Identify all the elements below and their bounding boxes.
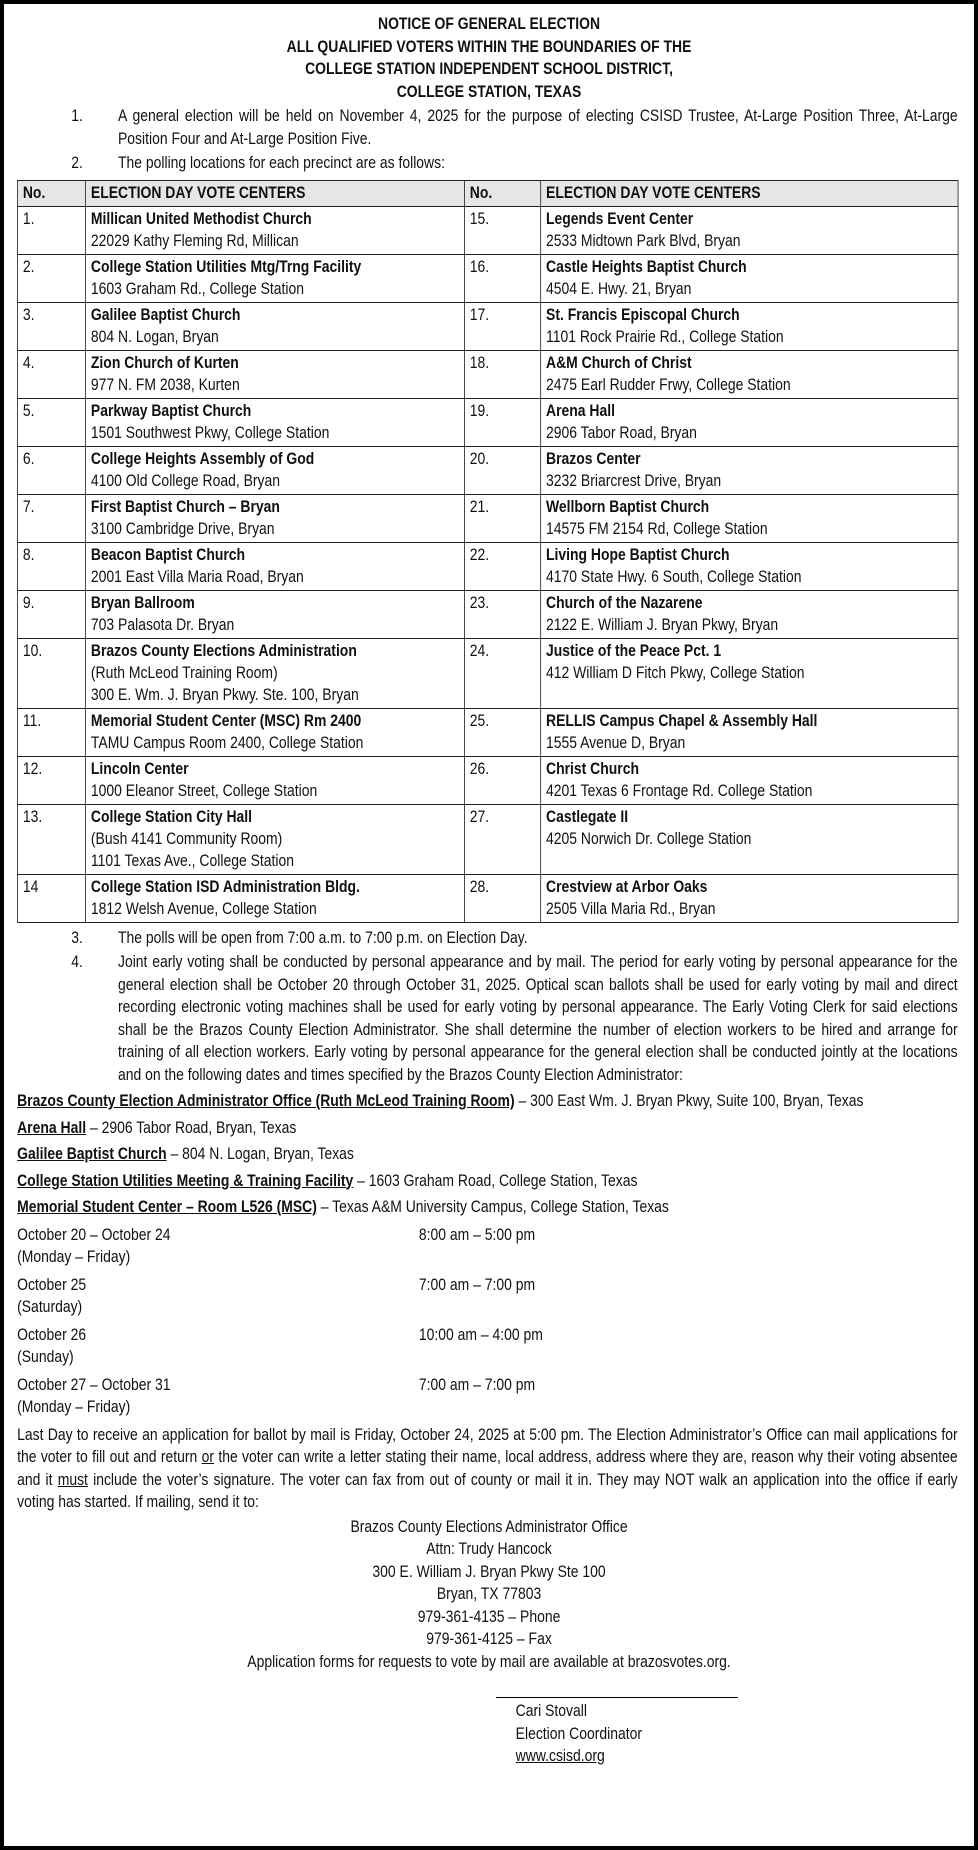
schedule-dates: October 25 bbox=[17, 1274, 87, 1294]
vote-center-address: 1000 Eleanor Street, College Station bbox=[90, 780, 318, 800]
vote-center-address: 14575 FM 2154 Rd, College Station bbox=[546, 518, 768, 538]
vote-center-address: 300 E. Wm. J. Bryan Pkwy. Ste. 100, Bryan bbox=[90, 684, 359, 704]
schedule-dates: October 27 – October 31 bbox=[17, 1374, 171, 1394]
vote-center-address: TAMU Campus Room 2400, College Station bbox=[90, 732, 364, 752]
table-row bbox=[18, 708, 959, 756]
website-link[interactable]: www.csisd.org bbox=[515, 1746, 605, 1765]
vote-center-address: 2505 Villa Maria Rd., Bryan bbox=[546, 898, 716, 918]
early-location bbox=[17, 1143, 958, 1166]
precinct-number: 2. bbox=[18, 254, 86, 302]
notice-title bbox=[4, 13, 974, 103]
precinct-number: 17. bbox=[464, 302, 540, 350]
vote-center-address: 2122 E. William J. Bryan Pkwy, Bryan bbox=[546, 614, 779, 634]
title-line: ALL QUALIFIED VOTERS WITHIN THE BOUNDARIES OF THE bbox=[286, 36, 692, 56]
item-1 bbox=[71, 105, 957, 150]
table-row bbox=[18, 446, 959, 494]
early-location bbox=[17, 1117, 958, 1140]
vote-center-name: Zion Church of Kurten bbox=[90, 352, 239, 372]
precinct-number: 9. bbox=[18, 590, 86, 638]
vote-center bbox=[86, 590, 465, 638]
precinct-number: 25. bbox=[464, 708, 540, 756]
vote-center-name: Brazos County Elections Administration bbox=[90, 640, 357, 660]
signer-role: Election Coordinator bbox=[515, 1723, 642, 1743]
vote-center-name: RELLIS Campus Chapel & Assembly Hall bbox=[546, 710, 818, 730]
vote-center bbox=[541, 398, 958, 446]
precinct-number: 12. bbox=[18, 756, 86, 804]
vote-center-address: (Ruth McLeod Training Room) bbox=[90, 662, 278, 682]
precinct-number: 16. bbox=[464, 254, 540, 302]
vote-center-name: Parkway Baptist Church bbox=[90, 400, 252, 420]
vote-center-address: 3232 Briarcrest Drive, Bryan bbox=[546, 470, 722, 490]
vote-center bbox=[541, 708, 958, 756]
table-row bbox=[18, 874, 959, 922]
precinct-number: 24. bbox=[464, 638, 540, 708]
vote-center bbox=[541, 302, 958, 350]
location-name: Galilee Baptist Church bbox=[17, 1144, 167, 1163]
item-text: The polls will be open from 7:00 a.m. to 7:00 p.m. on Election Day. bbox=[117, 927, 528, 947]
application-note: Application forms for requests to vote by mail are available at brazosvotes.org. bbox=[247, 1651, 731, 1671]
location-name: Arena Hall bbox=[17, 1117, 87, 1137]
mailing-line: Bryan, TX 77803 bbox=[436, 1584, 542, 1603]
vote-center bbox=[541, 874, 958, 922]
vote-center-address: 1812 Welsh Avenue, College Station bbox=[90, 898, 317, 918]
vote-center bbox=[86, 494, 465, 542]
mailing-address bbox=[4, 1516, 974, 1674]
vote-center bbox=[86, 254, 465, 302]
mailing-line: Brazos County Elections Administrator Office bbox=[350, 1516, 628, 1536]
schedule-hours: 7:00 am – 7:00 pm bbox=[418, 1274, 536, 1294]
schedule-dates: October 26 bbox=[17, 1324, 87, 1344]
mail-ballot-paragraph bbox=[17, 1424, 958, 1514]
schedule-row bbox=[17, 1324, 974, 1369]
table-row bbox=[18, 254, 959, 302]
header-centers: ELECTION DAY VOTE CENTERS bbox=[541, 180, 958, 206]
item-number: 4. bbox=[71, 952, 83, 971]
vote-center-name: Wellborn Baptist Church bbox=[546, 496, 710, 516]
mailing-line: Attn: Trudy Hancock bbox=[426, 1539, 552, 1558]
fax: 979-361-4125 – Fax bbox=[426, 1629, 552, 1648]
paragraph-text: the voter can write a letter stating their name, local address, address where they are, reason why their voting absentee and it bbox=[17, 1447, 958, 1489]
title-line: COLLEGE STATION INDEPENDENT SCHOOL DISTRICT, bbox=[305, 59, 673, 78]
vote-center-name: St. Francis Episcopal Church bbox=[546, 304, 740, 324]
vote-center-name: First Baptist Church – Bryan bbox=[90, 496, 280, 516]
table-row bbox=[18, 350, 959, 398]
vote-center bbox=[541, 254, 958, 302]
precinct-number: 23. bbox=[464, 590, 540, 638]
vote-center-address: 2533 Midtown Park Blvd, Bryan bbox=[546, 230, 741, 250]
vote-center bbox=[541, 756, 958, 804]
location-address: – Texas A&M University Campus, College Station, Texas bbox=[316, 1197, 669, 1216]
schedule-hours: 10:00 am – 4:00 pm bbox=[418, 1324, 543, 1344]
location-address: – 1603 Graham Road, College Station, Texas bbox=[353, 1170, 638, 1190]
table-row bbox=[18, 804, 959, 874]
location-name: Brazos County Election Administrator Office (Ruth McLeod Training Room) bbox=[17, 1091, 515, 1110]
vote-center bbox=[86, 756, 465, 804]
early-location bbox=[17, 1090, 958, 1113]
vote-center-address: 22029 Kathy Fleming Rd, Millican bbox=[90, 230, 299, 250]
vote-center bbox=[541, 494, 958, 542]
mailing-line: 300 E. William J. Bryan Pkwy Ste 100 bbox=[372, 1561, 606, 1581]
underlined-must: must bbox=[57, 1469, 88, 1489]
vote-center bbox=[86, 542, 465, 590]
signer-name: Cari Stovall bbox=[515, 1701, 587, 1720]
early-location bbox=[17, 1170, 958, 1193]
table-row bbox=[18, 590, 959, 638]
vote-center-name: Beacon Baptist Church bbox=[90, 544, 246, 564]
paragraph-text: include the voter’s signature. The voter can fax from out of county or mail it in. They may NOT walk an application into the office if early voting has started. If mailing, send it to: bbox=[17, 1469, 958, 1511]
vote-center bbox=[541, 542, 958, 590]
schedule-hours: 8:00 am – 5:00 pm bbox=[418, 1224, 536, 1244]
table-row bbox=[18, 542, 959, 590]
phone: 979-361-4135 – Phone bbox=[417, 1606, 561, 1626]
schedule-hours: 7:00 am – 7:00 pm bbox=[418, 1374, 536, 1394]
table-row bbox=[18, 756, 959, 804]
item-2 bbox=[71, 152, 957, 175]
header-no: No. bbox=[18, 180, 86, 206]
item-text: Joint early voting shall be conducted by personal appearance and by mail. The period for early voting by personal appearance for the general election shall be October 20 through October 31, 2025. Optical scan ballots shall be used for early voting by mail and direct recording electronic voting machines shall be used for early voting by personal appearance. The Early Voting Clerk for said elections shall be the Brazos County Election Administrator. She shall determine the number of election workers to be hired and arrange for training of all election workers. Early voting by personal appearance for the general election shall be conducted jointly at the locations and on the following dates and times specified by the Brazos County Election Administrator: bbox=[117, 952, 958, 1084]
precinct-number: 21. bbox=[464, 494, 540, 542]
precinct-number: 18. bbox=[464, 350, 540, 398]
paragraph-text: Last Day to receive an application for ballot by mail is Friday, October 24, 2025 at 5:00 pm. The Election Administrator’s Office can mail applications for the voter to fill out and return bbox=[17, 1424, 958, 1466]
precinct-number: 6. bbox=[18, 446, 86, 494]
vote-center-name: College Station Utilities Mtg/Trng Facility bbox=[90, 256, 362, 276]
vote-center bbox=[541, 590, 958, 638]
title-line: NOTICE OF GENERAL ELECTION bbox=[378, 14, 601, 33]
signature-block bbox=[496, 1697, 738, 1768]
title-line: COLLEGE STATION, TEXAS bbox=[396, 81, 582, 101]
schedule-row bbox=[17, 1274, 974, 1319]
vote-center bbox=[86, 708, 465, 756]
precinct-number: 4. bbox=[18, 350, 86, 398]
vote-center bbox=[541, 350, 958, 398]
item-text: A general election will be held on November 4, 2025 for the purpose of electing CSISD Trustee, At-Large Position Three, At-Large Position Four and At-Large Position Five. bbox=[117, 106, 958, 148]
item-number: 2. bbox=[71, 153, 83, 172]
schedule-dates: October 20 – October 24 bbox=[17, 1224, 171, 1244]
vote-center-address: 2906 Tabor Road, Bryan bbox=[546, 422, 697, 442]
location-address: – 804 N. Logan, Bryan, Texas bbox=[166, 1144, 354, 1163]
vote-center-name: Arena Hall bbox=[546, 400, 615, 420]
vote-center-name: Castle Heights Baptist Church bbox=[546, 256, 747, 276]
precinct-number: 14 bbox=[18, 874, 86, 922]
early-voting-locations bbox=[4, 1090, 974, 1219]
precinct-number: 11. bbox=[18, 708, 86, 756]
schedule-days: (Saturday) bbox=[17, 1297, 83, 1316]
location-name: Memorial Student Center – Room L526 (MSC) bbox=[17, 1197, 317, 1216]
vote-center bbox=[86, 804, 465, 874]
precinct-number: 3. bbox=[18, 302, 86, 350]
item-number: 3. bbox=[71, 927, 83, 947]
vote-center-address: 4170 State Hwy. 6 South, College Station bbox=[546, 566, 802, 586]
vote-center-name: Galilee Baptist Church bbox=[90, 304, 241, 324]
schedule-days: (Monday – Friday) bbox=[17, 1247, 131, 1266]
table-row bbox=[18, 206, 959, 254]
vote-center-address: 977 N. FM 2038, Kurten bbox=[90, 374, 240, 394]
early-voting-schedule bbox=[4, 1224, 974, 1419]
vote-center bbox=[86, 446, 465, 494]
vote-center-address: 2475 Earl Rudder Frwy, College Station bbox=[546, 374, 791, 394]
vote-center-name: Crestview at Arbor Oaks bbox=[546, 876, 708, 896]
precinct-number: 15. bbox=[464, 206, 540, 254]
precinct-number: 27. bbox=[464, 804, 540, 874]
vote-center-name: Justice of the Peace Pct. 1 bbox=[546, 640, 722, 660]
vote-centers-table bbox=[17, 180, 958, 923]
vote-center bbox=[541, 638, 958, 708]
precinct-number: 8. bbox=[18, 542, 86, 590]
vote-center-name: Church of the Nazarene bbox=[546, 592, 703, 612]
vote-center-name: Millican United Methodist Church bbox=[90, 208, 312, 228]
vote-center-address: (Bush 4141 Community Room) bbox=[90, 828, 283, 848]
vote-center-address: 4504 E. Hwy. 21, Bryan bbox=[546, 278, 692, 298]
precinct-number: 26. bbox=[464, 756, 540, 804]
item-4 bbox=[71, 951, 957, 1086]
vote-center bbox=[541, 804, 958, 874]
vote-center-address: 1501 Southwest Pkwy, College Station bbox=[90, 422, 330, 442]
precinct-number: 10. bbox=[18, 638, 86, 708]
table-row bbox=[18, 302, 959, 350]
precinct-number: 1. bbox=[18, 206, 86, 254]
vote-center bbox=[541, 446, 958, 494]
vote-center bbox=[86, 398, 465, 446]
vote-center-address: 1101 Texas Ave., College Station bbox=[90, 850, 294, 870]
vote-center-address: 4100 Old College Road, Bryan bbox=[90, 470, 281, 490]
vote-center-name: College Station ISD Administration Bldg. bbox=[90, 876, 360, 896]
vote-center-address: 804 N. Logan, Bryan bbox=[90, 326, 219, 346]
schedule-row bbox=[17, 1224, 974, 1269]
table-row bbox=[18, 494, 959, 542]
vote-center-address: 1101 Rock Prairie Rd., College Station bbox=[546, 326, 784, 346]
vote-center-address: 412 William D Fitch Pkwy, College Station bbox=[546, 662, 805, 682]
vote-center-address: 1603 Graham Rd., College Station bbox=[90, 278, 305, 298]
vote-center-name: Christ Church bbox=[546, 758, 639, 778]
schedule-days: (Sunday) bbox=[17, 1347, 74, 1366]
item-text: The polling locations for each precinct are as follows: bbox=[117, 153, 445, 172]
vote-center bbox=[541, 206, 958, 254]
location-name: College Station Utilities Meeting & Training Facility bbox=[17, 1170, 354, 1190]
table-header-row bbox=[18, 180, 959, 206]
vote-center-name: College Station City Hall bbox=[90, 806, 253, 826]
vote-center-name: Castlegate II bbox=[546, 806, 629, 826]
vote-center-name: Living Hope Baptist Church bbox=[546, 544, 730, 564]
precinct-number: 22. bbox=[464, 542, 540, 590]
item-number: 1. bbox=[71, 106, 83, 125]
vote-center-name: Lincoln Center bbox=[90, 758, 189, 778]
table-body bbox=[18, 206, 959, 922]
precinct-number: 5. bbox=[18, 398, 86, 446]
precinct-number: 19. bbox=[464, 398, 540, 446]
precinct-number: 7. bbox=[18, 494, 86, 542]
vote-center-name: Memorial Student Center (MSC) Rm 2400 bbox=[90, 710, 362, 730]
vote-center bbox=[86, 302, 465, 350]
header-centers: ELECTION DAY VOTE CENTERS bbox=[86, 180, 465, 206]
table-row bbox=[18, 398, 959, 446]
vote-center bbox=[86, 206, 465, 254]
vote-center bbox=[86, 350, 465, 398]
vote-center-name: Legends Event Center bbox=[546, 208, 694, 228]
header-no: No. bbox=[464, 180, 540, 206]
precinct-number: 13. bbox=[18, 804, 86, 874]
vote-center-address: 3100 Cambridge Drive, Bryan bbox=[90, 518, 275, 538]
vote-center-address: 1555 Avenue D, Bryan bbox=[546, 732, 686, 752]
vote-center-name: A&M Church of Christ bbox=[546, 352, 692, 372]
underlined-or: or bbox=[201, 1447, 215, 1466]
vote-center-address: 4205 Norwich Dr. College Station bbox=[546, 828, 752, 848]
location-address: – 300 East Wm. J. Bryan Pkwy, Suite 100, Bryan, Texas bbox=[514, 1091, 864, 1110]
item-3 bbox=[71, 927, 957, 950]
precinct-number: 28. bbox=[464, 874, 540, 922]
vote-center-name: Bryan Ballroom bbox=[90, 592, 195, 612]
precinct-number: 20. bbox=[464, 446, 540, 494]
schedule-row bbox=[17, 1374, 974, 1419]
vote-center-name: Brazos Center bbox=[546, 448, 641, 468]
vote-center bbox=[86, 874, 465, 922]
vote-center bbox=[86, 638, 465, 708]
vote-center-address: 703 Palasota Dr. Bryan bbox=[90, 614, 235, 634]
early-location bbox=[17, 1196, 958, 1219]
vote-center-name: College Heights Assembly of God bbox=[90, 448, 315, 468]
table-row bbox=[18, 638, 959, 708]
vote-center-address: 4201 Texas 6 Frontage Rd. College Station bbox=[546, 780, 813, 800]
schedule-days: (Monday – Friday) bbox=[17, 1397, 131, 1416]
vote-center-address: 2001 East Villa Maria Road, Bryan bbox=[90, 566, 304, 586]
location-address: – 2906 Tabor Road, Bryan, Texas bbox=[86, 1117, 297, 1137]
